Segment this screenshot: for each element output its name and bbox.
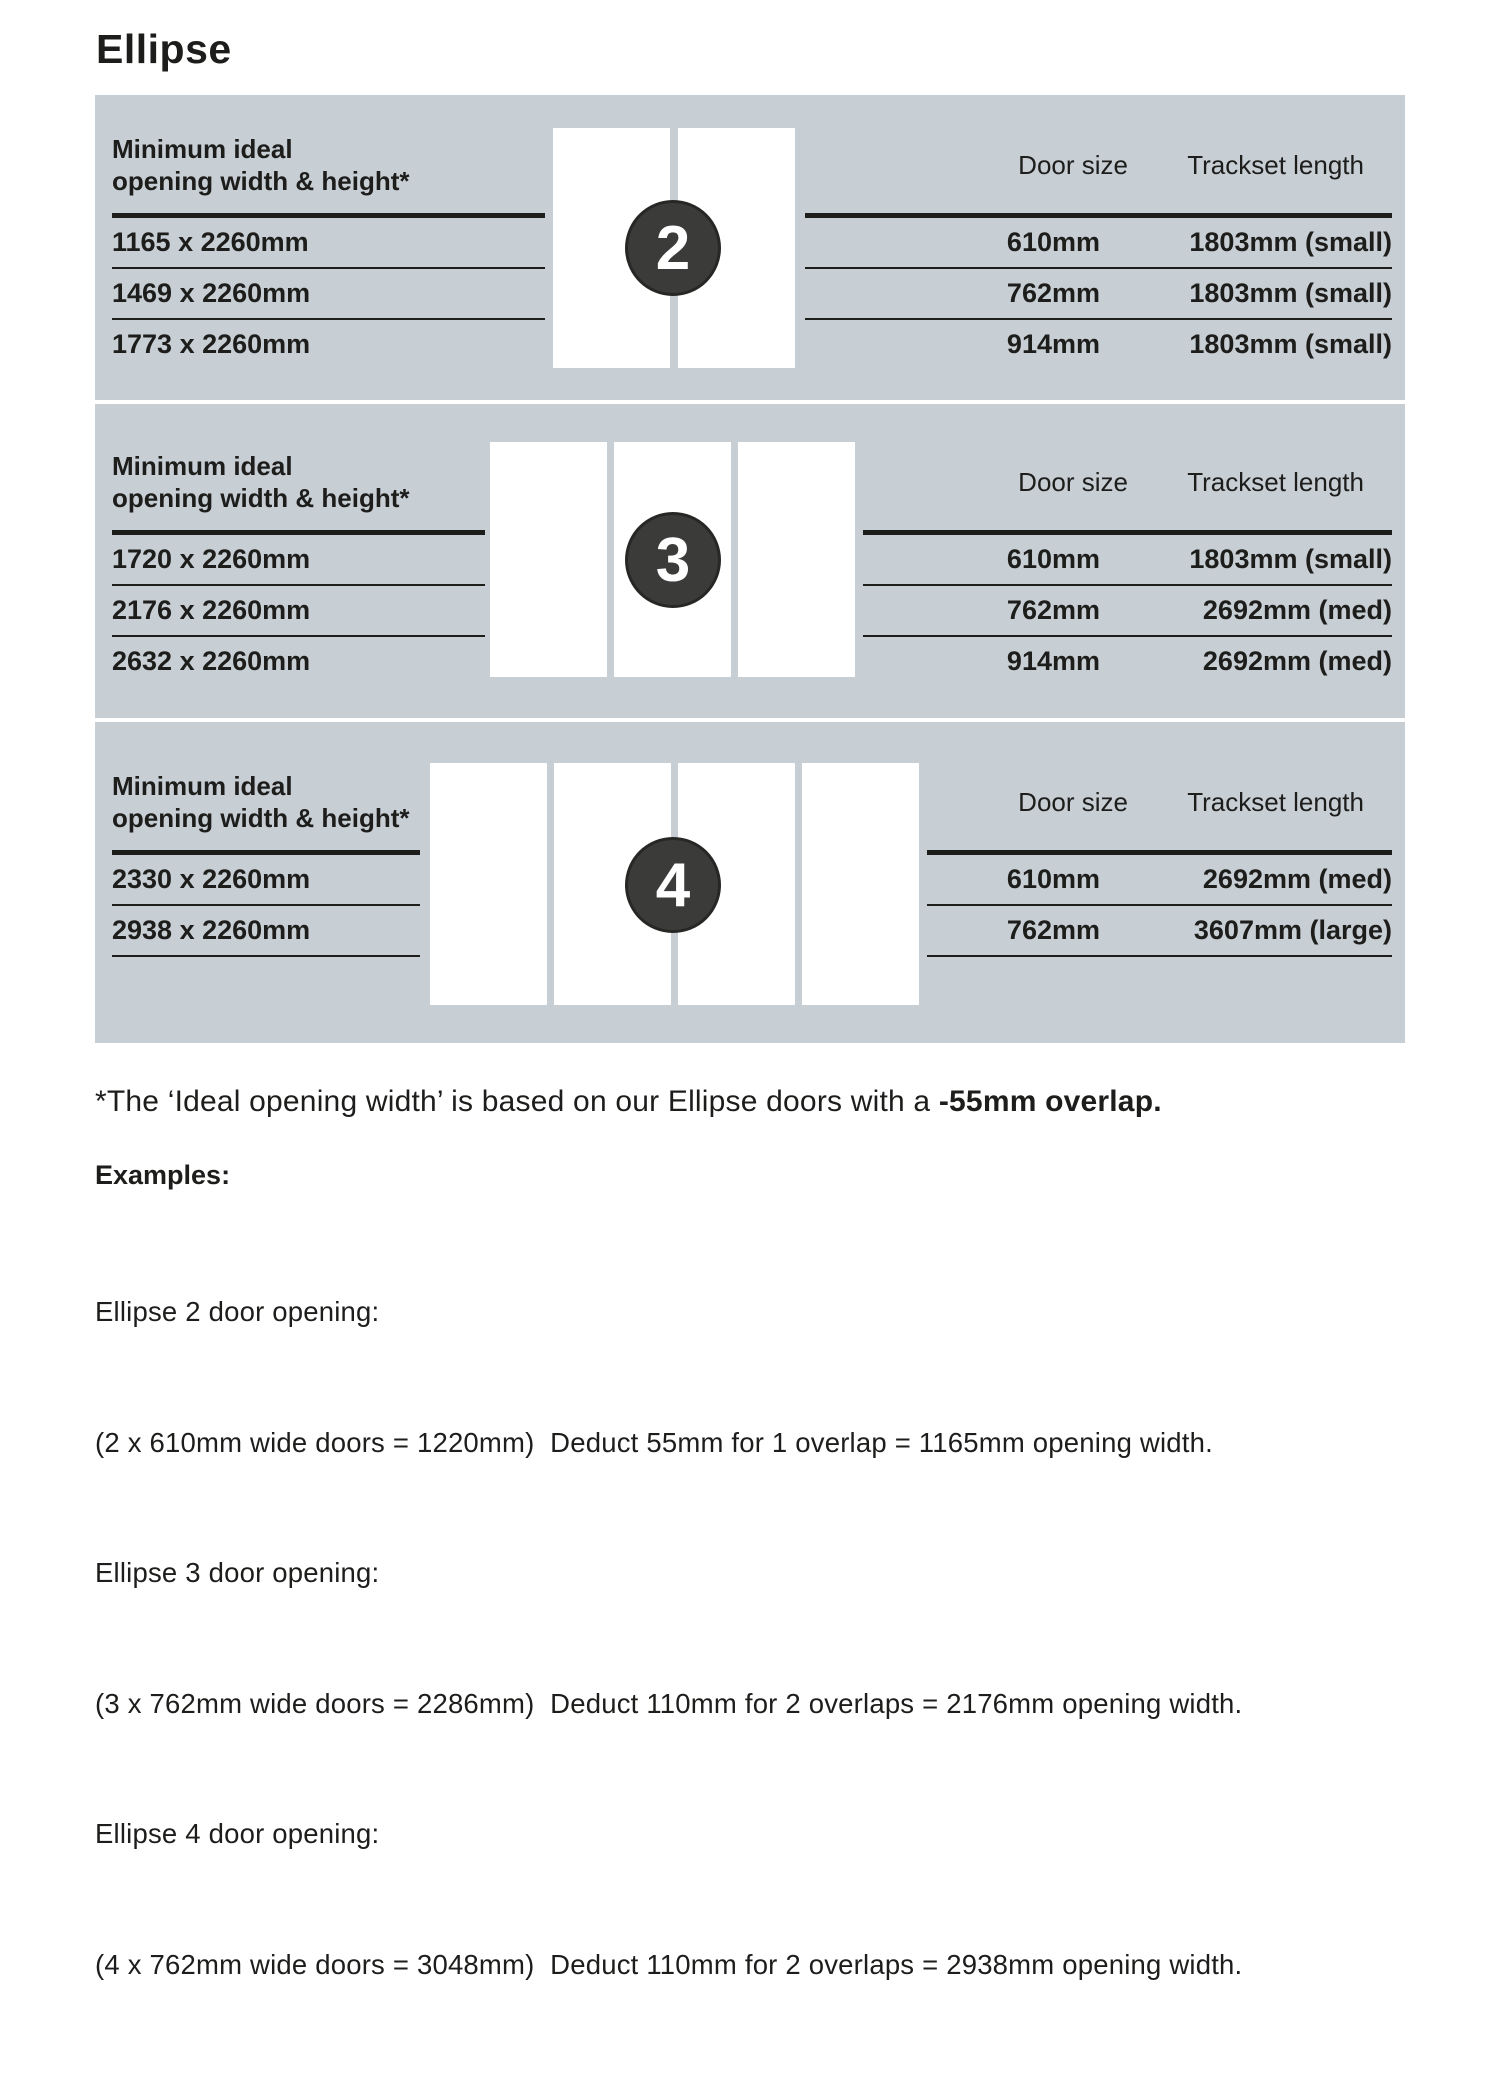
section-2-door — [95, 95, 1405, 400]
page-title: Ellipse — [96, 26, 232, 72]
header-line-1: Minimum ideal — [112, 134, 293, 164]
opening-size-cell: 2632 x 2260mm — [112, 646, 311, 676]
section-4-door — [95, 722, 1405, 1043]
header-line-2: opening width & height* — [112, 803, 410, 833]
trackset-header: Trackset length — [1187, 786, 1364, 817]
table-row — [927, 855, 1392, 904]
divider — [112, 955, 420, 957]
trackset-cell: 3607mm (large) — [1193, 915, 1392, 945]
door-panel — [490, 442, 607, 677]
trackset-cell: 2692mm (med) — [1202, 595, 1392, 625]
spec-table-header — [863, 450, 1392, 514]
door-panel — [802, 763, 919, 1005]
door-size-cell: 914mm — [1006, 329, 1100, 359]
spec-table — [805, 95, 1392, 369]
spec-table-header — [927, 770, 1392, 834]
opening-size-column — [112, 722, 420, 957]
door-size-cell: 914mm — [1006, 646, 1100, 676]
door-count-badge: 3 — [625, 512, 721, 608]
header-line-2: opening width & height* — [112, 166, 410, 196]
door-size-cell: 610mm — [1006, 544, 1100, 574]
opening-size-cell: 2938 x 2260mm — [112, 915, 311, 945]
door-panel — [738, 442, 855, 677]
examples-list — [95, 1203, 1242, 2073]
opening-size-column — [112, 404, 485, 686]
opening-size-column — [112, 95, 545, 369]
footnote-bold: -55mm overlap. — [938, 1085, 1162, 1118]
trackset-cell: 2692mm (med) — [1202, 864, 1392, 894]
example-line: Ellipse 2 door opening: — [95, 1296, 380, 1327]
opening-size-cell: 2330 x 2260mm — [112, 864, 311, 894]
example-line: (2 x 610mm wide doors = 1220mm) Deduct 55mm for 1 overlap = 1165mm opening width. — [95, 1426, 1213, 1458]
door-size-header: Door size — [1018, 149, 1128, 180]
trackset-cell: 1803mm (small) — [1189, 544, 1392, 574]
door-panel — [430, 763, 547, 1005]
door-size-cell: 610mm — [1006, 227, 1100, 257]
opening-size-cell: 1720 x 2260mm — [112, 544, 311, 574]
example-line: Ellipse 4 door opening: — [95, 1818, 380, 1849]
footnote — [95, 1085, 1162, 1119]
table-row — [805, 269, 1392, 318]
door-count-badge: 2 — [625, 200, 721, 296]
spec-table — [863, 404, 1392, 686]
table-row — [927, 906, 1392, 955]
opening-size-cell: 1773 x 2260mm — [112, 329, 311, 359]
table-row — [805, 218, 1392, 267]
door-size-cell: 762mm — [1006, 278, 1100, 308]
door-size-cell: 610mm — [1006, 864, 1100, 894]
door-size-header: Door size — [1018, 786, 1128, 817]
door-size-header: Door size — [1018, 466, 1128, 497]
table-row — [863, 637, 1392, 686]
door-count-badge: 4 — [625, 837, 721, 933]
opening-size-cell: 2176 x 2260mm — [112, 595, 311, 625]
trackset-header: Trackset length — [1187, 149, 1364, 180]
opening-size-cell: 1165 x 2260mm — [112, 227, 309, 257]
example-line: (3 x 762mm wide doors = 2286mm) Deduct 110mm for 2 overlaps = 2176mm opening width. — [95, 1687, 1243, 1719]
trackset-cell: 2692mm (med) — [1202, 646, 1392, 676]
table-row — [805, 320, 1392, 369]
example-line: Ellipse 3 door opening: — [95, 1557, 380, 1588]
opening-column-header — [112, 133, 545, 197]
spec-table-header — [805, 133, 1392, 197]
header-line-2: opening width & height* — [112, 483, 410, 513]
door-size-cell: 762mm — [1006, 595, 1100, 625]
divider — [927, 955, 1392, 957]
door-size-cell: 762mm — [1006, 915, 1100, 945]
example-line: (4 x 762mm wide doors = 3048mm) Deduct 110mm for 2 overlaps = 2938mm opening width. — [95, 1948, 1243, 1980]
opening-size-cell: 1469 x 2260mm — [112, 278, 311, 308]
trackset-header: Trackset length — [1187, 466, 1364, 497]
table-row — [863, 535, 1392, 584]
header-line-1: Minimum ideal — [112, 451, 293, 481]
table-row — [863, 586, 1392, 635]
spec-table — [927, 722, 1392, 957]
footnote-text: *The ‘Ideal opening width’ is based on our Ellipse doors with a — [95, 1085, 939, 1118]
header-line-1: Minimum ideal — [112, 771, 293, 801]
section-3-door — [95, 404, 1405, 718]
trackset-cell: 1803mm (small) — [1189, 227, 1392, 257]
trackset-cell: 1803mm (small) — [1189, 278, 1392, 308]
opening-column-header — [112, 450, 485, 514]
examples-heading: Examples: — [95, 1160, 231, 1190]
trackset-cell: 1803mm (small) — [1189, 329, 1392, 359]
opening-column-header — [112, 770, 420, 834]
